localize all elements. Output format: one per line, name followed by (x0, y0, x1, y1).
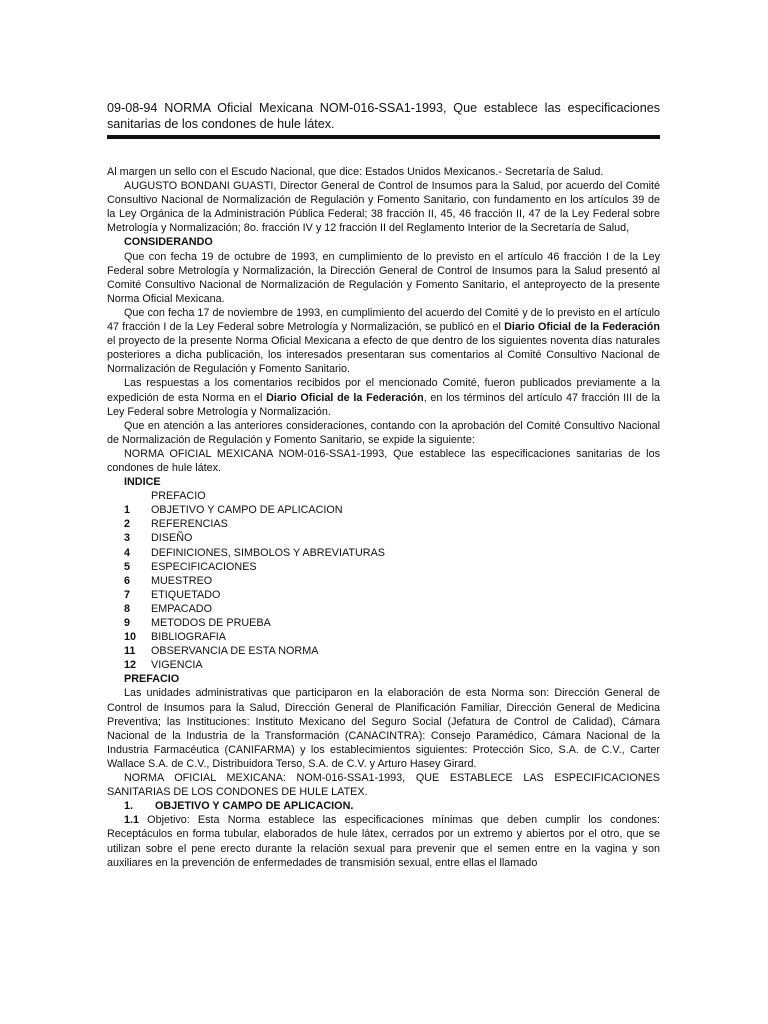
respuestas-paragraph (107, 376, 660, 418)
header-rule (107, 135, 660, 139)
index-item (107, 658, 660, 672)
index-item-label: VIGENCIA (151, 659, 203, 672)
objetivo-text: Objetivo: Esta Norma establece las especificaciones mínimas que deben cumplir los condones: Receptáculos en forma tubular, elaborados de hule látex, cerrados por un extremo y abiertos por el otro, que se utilizan sobre el pene erecto durante la relación sexual para prevenir que el semen entre en la vagina y son auxiliares en la prevención de enfermedades de transmisión sexual, entre ellas el llamado (107, 814, 660, 869)
respuestas-text-b: , en los términos del artículo 47 fracción III de la Ley Federal sobre Metrología y Normalización. (107, 391, 660, 418)
section-1-heading (107, 799, 660, 813)
fecha19-paragraph: Que con fecha 19 de octubre de 1993, en cumplimiento de lo previsto en el artículo 46 fracción I de la Ley Federal sobre Metrología y Normalización, la Dirección General de Control de Insumos para la Salud presentó al Comité Consultivo Nacional de Normalización de Regulación y Fomento Sanitario, el anteproyecto de la presente Norma Oficial Mexicana. (107, 250, 660, 305)
section-title: OBJETIVO Y CAMPO DE APLICACION. (155, 800, 354, 813)
index-item (107, 630, 660, 644)
index-item-label: EMPACADO (151, 602, 212, 615)
index-item-number: 8 (124, 602, 131, 615)
index-item-number: 9 (124, 617, 131, 629)
diario-oficial-bold: Diario Oficial de la Federación (504, 321, 661, 334)
index-item (107, 574, 660, 588)
index-item-number: 11 (124, 645, 136, 658)
considerando-heading: CONSIDERANDO (124, 236, 213, 249)
index-item-number: 1 (124, 504, 131, 517)
index-item-label: PREFACIO (151, 490, 206, 503)
section-number: 1. (124, 800, 134, 813)
fecha17-text-b: el proyecto de la presente Norma Oficial Mexicana a efecto de que dentro de los siguientes noventa días naturales posteriores a dicha publicación, los interesados presentaran sus comentarios al Comité Consultivo Nacional de Normalización de Regulación y Fomento Sanitario. (107, 335, 660, 376)
index-item-number: 4 (124, 546, 131, 559)
index-item-label: ESPECIFICACIONES (151, 560, 257, 573)
objetivo-paragraph (107, 813, 660, 869)
index-item-number (107, 489, 151, 503)
index-item-number: 12 (124, 659, 137, 672)
index-item (107, 644, 660, 658)
index-item-label: OBSERVANCIA DE ESTA NORMA (151, 645, 319, 658)
document-header: 09-08-94 NORMA Oficial Mexicana NOM-016-SSA1-1993, Que establece las especificaciones sanitarias de los condones de hule látex. (107, 101, 660, 131)
document-page (107, 100, 660, 870)
index-item-label: REFERENCIAS (151, 518, 228, 531)
index-item (107, 588, 660, 602)
intro-paragraph: Al margen un sello con el Escudo Nacional, que dice: Estados Unidos Mexicanos.- Secretaría de Salud. (107, 166, 604, 178)
atencion-paragraph: Que en atención a las anteriores consideraciones, contando con la aprobación del Comité Consultivo Nacional de Normalización de Regulación y Fomento Sanitario, se expide la siguiente: (107, 419, 660, 446)
index-item (107, 531, 660, 545)
fecha17-paragraph (107, 306, 660, 376)
indice-heading: INDICE (124, 476, 161, 489)
diario-oficial-bold: Diario Oficial de la Federación (266, 391, 424, 404)
augusto-paragraph: AUGUSTO BONDANI GUASTI, Director General de Control de Insumos para la Salud, por acuerdo del Comité Consultivo Nacional de Normalización de Regulación y Fomento Sanitario, con fundamento en los artículos 39 de la Ley Orgánica de la Administración Pública Federal; 38 fracción II, 45, 46 fracción II, 47 de la Ley Federal sobre Metrología y Normalización; 8o. fracción IV y 12 fracción II del Reglamento Interior de la Secretaría de Salud, (107, 180, 660, 235)
index-item (107, 503, 660, 517)
index-item (107, 489, 660, 503)
unidades-paragraph: Las unidades administrativas que participaron en la elaboración de esta Norma son: Dirección General de Control de Insumos para la Salud, Dirección General de Planificación Familiar, Dirección General de Medicina Preventiva; las Instituciones: Instituto Mexicano del Seguro Social (Jefatura de Control de Calidad), Cámara Nacional de la Industria de la Transformación (CANACINTRA): Consejo Paramédico, Cámara Nacional de la Industria Farmacéutica (CANIFARMA) y los establecimientos siguientes: Protección Sico, S.A. de C.V., Carter Wallace S.A. de C.V., Distribuidora Terso, S.A. de C.V. y Arturo Hasey Girard. (107, 687, 660, 770)
fecha17-text-a: Que con fecha 17 de noviembre de 1993, en cumplimiento del acuerdo del Comité y de lo previsto en el artículo 47 fracción I de la Ley Federal sobre Metrología y Normalización, se publicó en el (107, 306, 660, 334)
index-item-number: 2 (124, 518, 131, 531)
prefacio-heading: PREFACIO (124, 673, 180, 686)
respuestas-text-a: Las respuestas a los comentarios recibidos por el mencionado Comité, fueron publicados previamente a la expedición de esta Norma en el (107, 377, 660, 404)
index-item-number: 6 (124, 574, 131, 587)
index-item (107, 517, 660, 531)
document-body (107, 165, 660, 870)
index-item-label: DEFINICIONES, SIMBOLOS Y ABREVIATURAS (151, 546, 385, 559)
index-item-label: DISEÑO (151, 532, 193, 545)
index-item (107, 560, 660, 574)
norma-caps-paragraph: NORMA OFICIAL MEXICANA: NOM-016-SSA1-1993, QUE ESTABLECE LAS ESPECIFICACIONES SANITARIAS DE LOS CONDONES DE HULE LATEX. (107, 772, 660, 799)
index-item-number: 5 (124, 560, 131, 573)
index-item-number: 7 (124, 588, 131, 601)
index-item (107, 546, 660, 560)
index-item-label: ETIQUETADO (151, 588, 221, 601)
index-item-label: OBJETIVO Y CAMPO DE APLICACION (151, 504, 343, 517)
subsection-number: 1.1 (124, 814, 140, 827)
index-item (107, 616, 660, 630)
index-item-label: METODOS DE PRUEBA (151, 617, 271, 629)
norma-paragraph: NORMA OFICIAL MEXICANA NOM-016-SSA1-1993, Que establece las especificaciones sanitarias de los condones de hule látex. (107, 447, 660, 474)
index-item (107, 602, 660, 616)
index-item-label: MUESTREO (151, 574, 213, 587)
index-item-number: 10 (124, 631, 137, 644)
index-item-number: 3 (124, 532, 131, 545)
index-list (107, 489, 660, 672)
index-item-label: BIBLIOGRAFIA (151, 631, 226, 644)
